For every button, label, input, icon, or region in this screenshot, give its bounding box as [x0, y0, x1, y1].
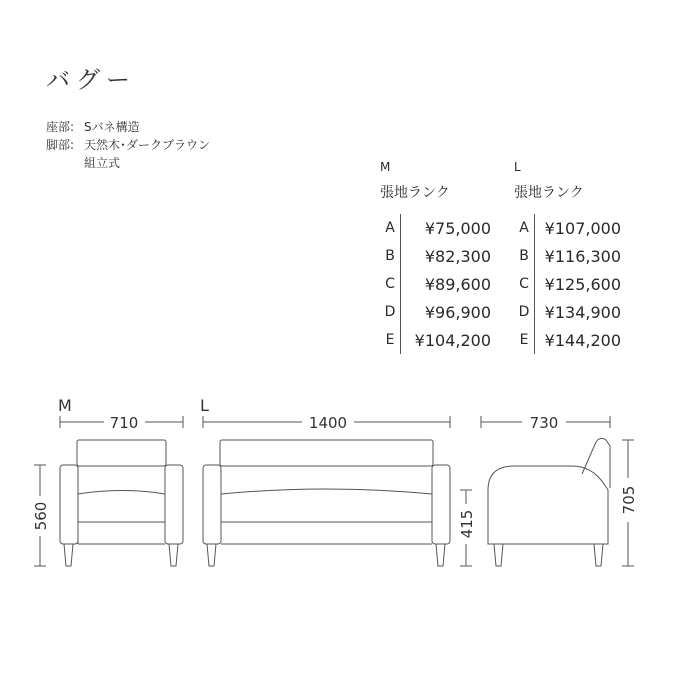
sofa-leg	[64, 544, 73, 566]
grade: A	[514, 214, 535, 242]
sofa-arm	[432, 465, 450, 544]
sofa-leg	[169, 544, 178, 566]
grade: D	[514, 298, 535, 326]
sofa-back	[77, 440, 166, 466]
side-backrest	[582, 438, 610, 488]
sofa-leg	[436, 544, 445, 566]
rank-label: 張地ランク	[514, 185, 584, 201]
price: ¥104,200	[414, 330, 491, 350]
grade: E	[380, 326, 401, 354]
grade: C	[380, 270, 401, 298]
sofa-side-view	[488, 438, 610, 566]
spec-key: 座部:	[46, 120, 75, 134]
seat-cushion-line	[78, 491, 165, 495]
sofa-leg	[207, 544, 216, 566]
dim-m-width: 710	[109, 414, 139, 432]
sofa-l-front	[203, 440, 450, 566]
price: ¥116,300	[544, 246, 621, 266]
diagram-label-m: M	[58, 396, 72, 415]
price: ¥89,600	[424, 274, 491, 294]
diagram-label-l: L	[200, 396, 209, 415]
grade: B	[380, 242, 401, 270]
sofa-m-front	[60, 440, 183, 566]
size-label: L	[514, 160, 521, 174]
dim-m-height: 560	[32, 501, 50, 531]
rank-label: 張地ランク	[380, 185, 450, 201]
price: ¥144,200	[544, 330, 621, 350]
size-label: M	[380, 160, 391, 174]
sofa-arm	[165, 465, 183, 544]
grade: C	[514, 270, 535, 298]
price: ¥82,300	[424, 246, 491, 266]
grade: E	[514, 326, 535, 354]
grade: A	[380, 214, 401, 242]
dim-side-height: 705	[620, 485, 638, 515]
dim-seat-height: 415	[458, 509, 476, 539]
grade: D	[380, 298, 401, 326]
grade: B	[514, 242, 535, 270]
dim-l-width: 1400	[308, 414, 348, 432]
sofa-arm	[60, 465, 78, 544]
seat-cushion-line	[221, 489, 432, 494]
price: ¥75,000	[424, 218, 491, 238]
product-title: バグー	[46, 66, 136, 94]
price: ¥134,900	[544, 302, 621, 322]
dim-side-depth: 730	[529, 414, 559, 432]
spec-value: 組立式	[84, 156, 121, 170]
spec-key: 脚部:	[46, 138, 75, 152]
sofa-back	[220, 440, 433, 466]
price: ¥107,000	[544, 218, 621, 238]
spec-value: 天然木･ダークブラウン	[84, 138, 211, 152]
price: ¥96,900	[424, 302, 491, 322]
spec-value: Sバネ構造	[84, 120, 140, 134]
sofa-leg	[594, 544, 603, 566]
price: ¥125,600	[544, 274, 621, 294]
side-body	[488, 466, 608, 544]
sofa-leg	[494, 544, 503, 566]
sofa-arm	[203, 465, 221, 544]
